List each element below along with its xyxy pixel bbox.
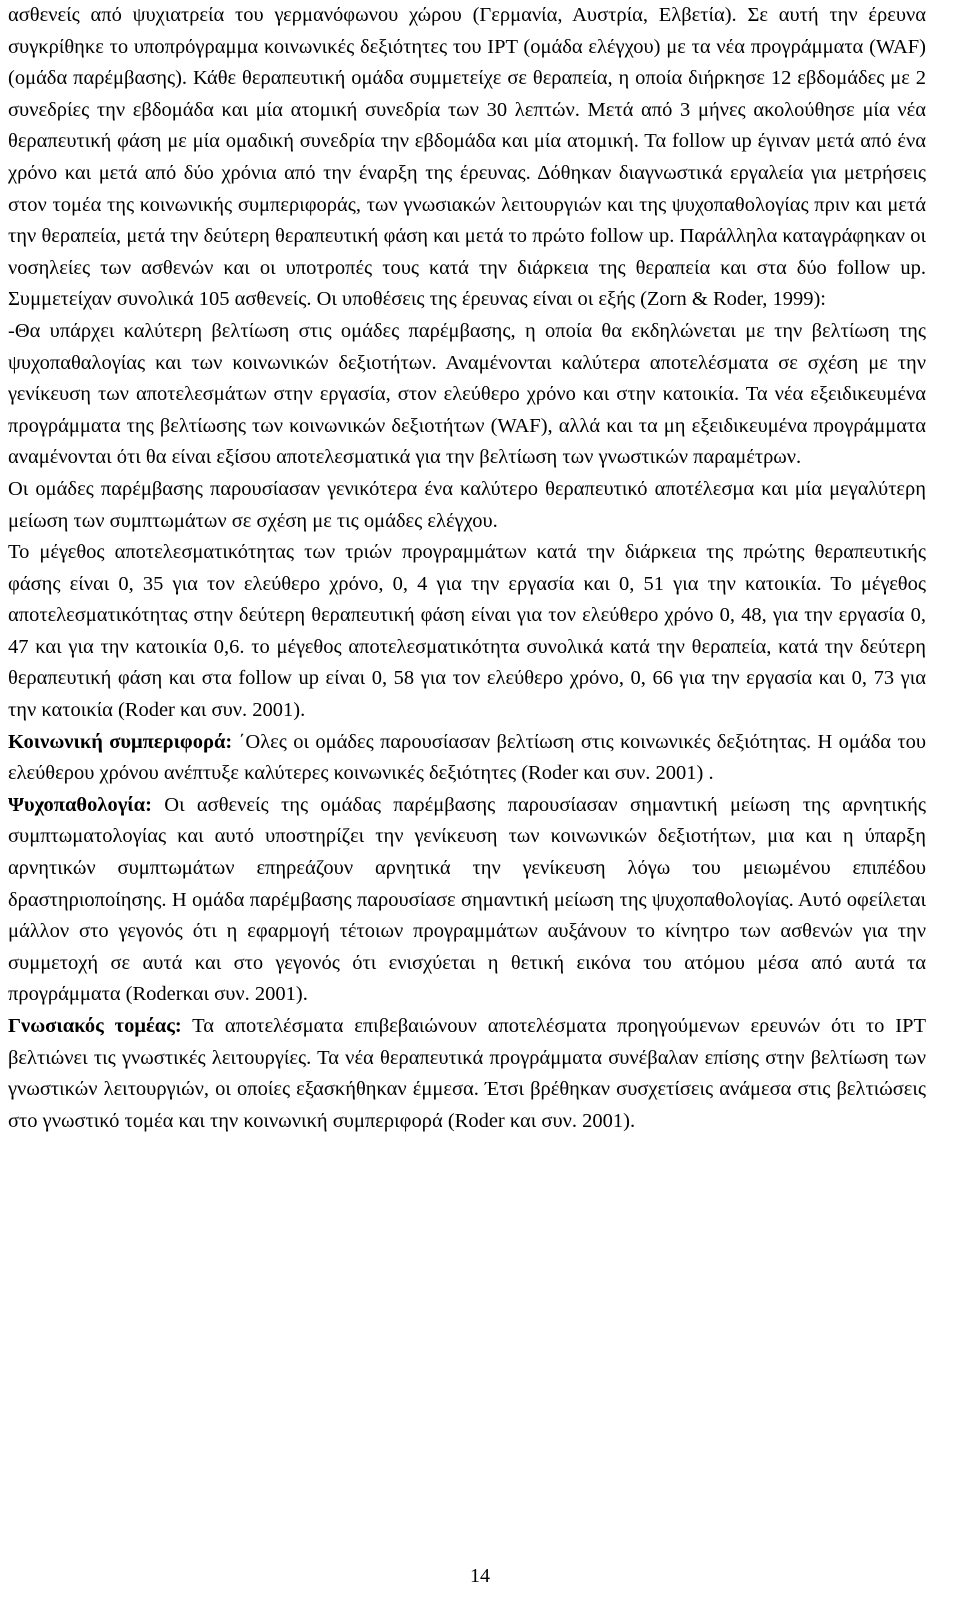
section-psychopathology bbox=[8, 790, 926, 1011]
section-social-behavior bbox=[8, 727, 926, 790]
section-heading-cognitive-domain: Γνωσιακός τομέας: bbox=[8, 1015, 182, 1037]
section-cognitive-domain bbox=[8, 1011, 926, 1137]
section-heading-social-behavior: Κοινωνική συμπεριφορά: bbox=[8, 730, 233, 753]
body-text bbox=[8, 0, 926, 1137]
page-number: 14 bbox=[470, 1565, 490, 1587]
paragraph-intervention-results: Οι ομάδες παρέμβασης παρουσίασαν γενικότερα ένα καλύτερο θεραπευτικό αποτέλεσμα και μία μεγαλύτερη μείωση των συμπτωμάτων σε σχέση με τις ομάδες ελέγχου. bbox=[8, 477, 926, 532]
section-text-social-behavior: ΄Ολες οι ομάδες παρουσίασαν βελτίωση στις κοινωνικές δεξιότητας. Η ομάδα του ελεύθερου χρόνου ανέπτυξε καλύτερες κοινωνικές δεξιότητες (Roder και συν. 2001) . bbox=[8, 730, 927, 785]
paragraph-hypotheses: -Θα υπάρχει καλύτερη βελτίωση στις ομάδες παρέμβασης, η οποία θα εκδηλώνεται με την βελτίωση της ψυχοπαθαλογίας και των κοινωνικών δεξιοτήτων. Αναμένονται καλύτερα αποτελέσματα σε σχέση με την γενίκευση των αποτελεσμάτων στην εργασία, στον ελεύθερο χρόνο και στην κατοικία. Τα νέα εξειδικευμένα προγράμματα της βελτίωσης των κοινωνικών δεξιοτήτων (WAF), αλλά και τα μη εξειδικευμένα προγράμματα αναμένονται ότι θα είναι εξίσου αποτελεσματικά για την βελτίωση των γνωστικών παραμέτρων. bbox=[8, 319, 926, 469]
section-text-cognitive-domain: Τα αποτελέσματα επιβεβαιώνουν αποτελέσματα προηγούμενων ερευνών ότι το IPT βελτιώνει τις γνωστικές λειτουργίες. Τα νέα θεραπευτικά προγράμματα συνέβαλαν επίσης στην βελτίωση των γνωστικών λειτουργιών, οι οποίες εξασκήθηκαν έμμεσα. Έτσι βρέθηκαν συσχετίσεις ανάμεσα στις βελτιώσεις στο γνωστικό τομέα και την κοινωνική συμπεριφορά (Roder και συν. 2001). bbox=[8, 1015, 926, 1132]
paragraph-study-design: ασθενείς από ψυχιατρεία του γερμανόφωνου χώρου (Γερμανία, Αυστρία, Ελβετία). Σε αυτή την έρευνα συγκρίθηκε το υποπρόγραμμα κοινωνικές δεξιότητες του IPT (ομάδα ελέγχου) με τα νέα προγράμματα (WAF) (ομάδα παρέμβασης). Κάθε θεραπευτική ομάδα συμμετείχε σε θεραπεία, η οποία διήρκησε 12 εβδομάδες με 2 συνεδρίες την εβδομάδα και μία ατομική συνεδρία των 30 λεπτών. Μετά από 3 μήνες ακολούθησε μία νέα θεραπευτική φάση με μία ομαδική συνεδρία την εβδομάδα και μία ατομική. Τα follow up έγιναν μετά από ένα χρόνο και μετά από δύο χρόνια από την έναρξη της έρευνας. Δόθηκαν διαγνωστικά εργαλεία για μετρήσεις στον τομέα της κοινωνικής συμπεριφοράς, των γνωσιακών λειτουργιών και της ψυχοπαθολογίας πριν και μετά την θεραπεία, μετά την δεύτερη θεραπευτική φάση και μετά το πρώτο follow up. Παράλληλα καταγράφηκαν οι νοσηλείες των ασθενών και οι υποτροπές τους κατά την διάρκεια της θεραπεία και στα δύο follow up. Συμμετείχαν συνολικά 105 ασθενείς. Οι υποθέσεις της έρευνας είναι οι εξής (Zorn & Roder, 1999): bbox=[8, 4, 926, 311]
section-text-psychopathology: Οι ασθενείς της ομάδας παρέμβασης παρουσίασαν σημαντική μείωση της αρνητικής συμπτωματολογίας και αυτό υποστηρίζει την γενίκευση των κοινωνικών δεξιοτήτων, μια και η ύπαρξη αρνητικών συμπτωμάτων επηρεάζουν αρνητικά την γενίκευση λόγω του μειωμένου επιπέδου δραστηριοποίησης. Η ομάδα παρέμβασης παρουσίασε σημαντική μείωση της ψυχοπαθολογίας. Αυτό οφείλεται μάλλον στο γεγονός ότι η εφαρμογή τέτοιων προγραμμάτων αυξάνουν το κίνητρο των ασθενών για την συμμετοχή σε αυτά και στο γεγονός ότι ενισχύεται η θετική εικόνα του ατόμου μέσα από αυτά τα προγράμματα (Roderκαι συν. 2001). bbox=[8, 793, 926, 1006]
section-heading-psychopathology: Ψυχοπαθολογία: bbox=[8, 793, 152, 816]
paragraph-effect-sizes: Το μέγεθος αποτελεσματικότητας των τριών προγραμμάτων κατά την διάρκεια της πρώτης θεραπευτικής φάσης είναι 0, 35 για τον ελεύθερο χρόνο, 0, 4 για την εργασία και 0, 51 για την κατοικία. Το μέγεθος αποτελεσματικότητας στην δεύτερη θεραπευτική φάση είναι για τον ελεύθερο χρόνο 0, 48, για την εργασία 0, 47 και για την κατοικία 0,6. το μέγεθος αποτελεσματικότητα συνολικά κατά την θεραπεία, κατά την δεύτερη θεραπευτική φάση και στα follow up είναι 0, 58 για τον ελεύθερο χρόνο, 0, 66 για την εργασία και 0, 73 για την κατοικία (Roder και συν. 2001). bbox=[8, 541, 926, 722]
